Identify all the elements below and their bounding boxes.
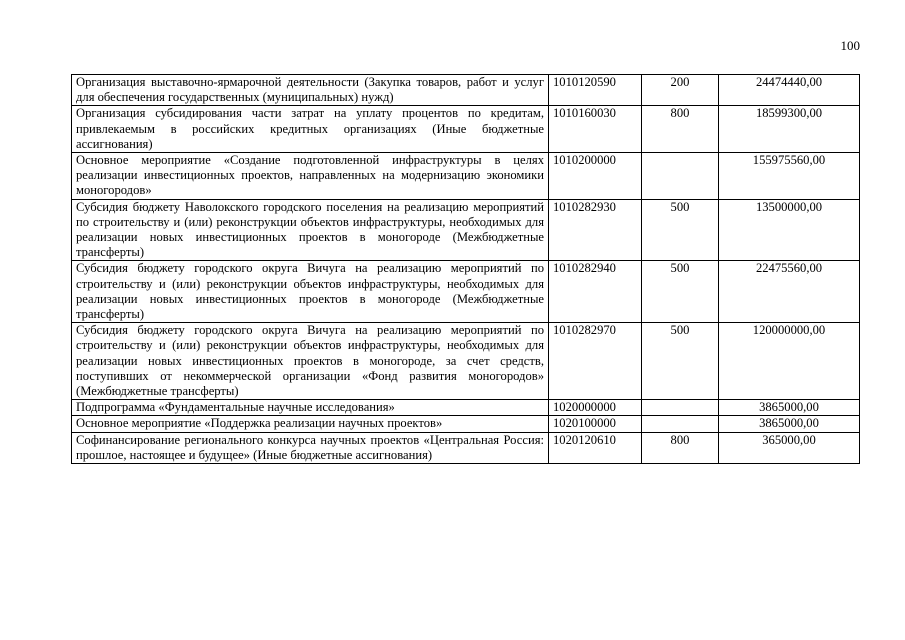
- expense-name-cell: Основное мероприятие «Поддержка реализации научных проектов»: [72, 416, 549, 432]
- amount-cell: 3865000,00: [719, 400, 860, 416]
- target-article-code-cell: 1010282930: [549, 199, 642, 261]
- target-article-code-cell: 1020100000: [549, 416, 642, 432]
- expense-name-cell: Субсидия бюджету Наволокского городского поселения на реализацию мероприятий по строительству и (или) реконструкции объектов инфраструктуры, необходимых для реализации новых инвестиционных проектов в моногороде (Межбюджетные трансферты): [72, 199, 549, 261]
- expense-kind-cell: 500: [642, 199, 719, 261]
- expense-name-cell: Софинансирование регионального конкурса научных проектов «Центральная Россия: прошлое, настоящее и будущее» (Иные бюджетные ассигнования): [72, 432, 549, 463]
- expense-name-cell: Организация выставочно-ярмарочной деятельности (Закупка товаров, работ и услуг для обеспечения государственных (муниципальных) нужд): [72, 75, 549, 106]
- expense-kind-cell: [642, 416, 719, 432]
- target-article-code-cell: 1010160030: [549, 106, 642, 153]
- expense-name-cell: Субсидия бюджету городского округа Вичуга на реализацию мероприятий по строительству и (или) реконструкции объектов инфраструктуры, необходимых для реализации новых инвестиционных проектов в моногороде, за счет средств, поступивших от некоммерческой организации «Фонд развития моногородов» (Межбюджетные трансферты): [72, 323, 549, 400]
- table-row: [72, 432, 860, 463]
- amount-cell: 120000000,00: [719, 323, 860, 400]
- amount-cell: 24474440,00: [719, 75, 860, 106]
- expense-kind-cell: 800: [642, 106, 719, 153]
- budget-table: [71, 74, 860, 464]
- target-article-code-cell: 1010120590: [549, 75, 642, 106]
- table-row: [72, 261, 860, 323]
- expense-name-cell: Организация субсидирования части затрат на уплату процентов по кредитам, привлекаемым в российских кредитных организациях (Иные бюджетные ассигнования): [72, 106, 549, 153]
- expense-name-cell: Основное мероприятие «Создание подготовленной инфраструктуры в целях реализации инвестиционных проектов, направленных на модернизацию экономики моногородов»: [72, 153, 549, 200]
- page-number: 100: [840, 38, 860, 53]
- amount-cell: 13500000,00: [719, 199, 860, 261]
- amount-cell: 365000,00: [719, 432, 860, 463]
- expense-kind-cell: 200: [642, 75, 719, 106]
- table-row: [72, 75, 860, 106]
- expense-name-cell: Подпрограмма «Фундаментальные научные исследования»: [72, 400, 549, 416]
- table-row: [72, 153, 860, 200]
- table-row: [72, 400, 860, 416]
- table-row: [72, 199, 860, 261]
- amount-cell: 155975560,00: [719, 153, 860, 200]
- amount-cell: 22475560,00: [719, 261, 860, 323]
- target-article-code-cell: 1010282940: [549, 261, 642, 323]
- table-row: [72, 106, 860, 153]
- expense-kind-cell: [642, 400, 719, 416]
- table-row: [72, 416, 860, 432]
- expense-kind-cell: 500: [642, 261, 719, 323]
- target-article-code-cell: 1020000000: [549, 400, 642, 416]
- expense-kind-cell: [642, 153, 719, 200]
- expense-name-cell: Субсидия бюджету городского округа Вичуга на реализацию мероприятий по строительству и (или) реконструкции объектов инфраструктуры, необходимых для реализации новых инвестиционных проектов в моногороде (Межбюджетные трансферты): [72, 261, 549, 323]
- amount-cell: 18599300,00: [719, 106, 860, 153]
- target-article-code-cell: 1010200000: [549, 153, 642, 200]
- expense-kind-cell: 500: [642, 323, 719, 400]
- expense-kind-cell: 800: [642, 432, 719, 463]
- target-article-code-cell: 1010282970: [549, 323, 642, 400]
- amount-cell: 3865000,00: [719, 416, 860, 432]
- table-row: [72, 323, 860, 400]
- target-article-code-cell: 1020120610: [549, 432, 642, 463]
